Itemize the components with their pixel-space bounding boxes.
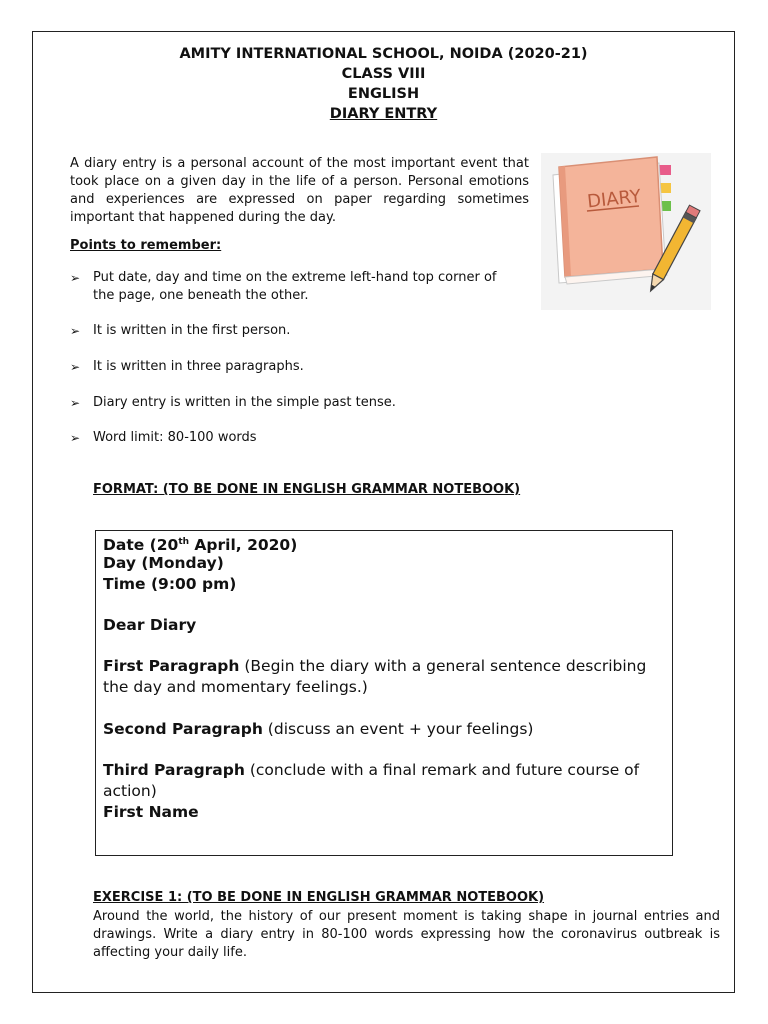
format-second-paragraph <box>103 719 663 740</box>
date-prefix: Date (20 <box>103 536 179 555</box>
points-title: Points to remember: <box>70 238 222 253</box>
bullet-text: Diary entry is written in the simple past tense. <box>93 395 396 410</box>
bullet-arrow-icon: ➢ <box>70 324 81 338</box>
bullet-arrow-icon: ➢ <box>70 396 81 410</box>
p1-text: (Begin the diary with a general sentence describing the day and momentary feelings.) <box>103 657 647 696</box>
time-label: Time (9:00 pm) <box>103 575 237 593</box>
bullet-text: Put date, day and time on the extreme left-hand top corner of the page, one beneath the other. <box>93 270 497 303</box>
diary-book-icon <box>541 153 711 310</box>
diary-illustration <box>541 153 711 310</box>
bullet-item <box>70 394 520 412</box>
exercise-title: EXERCISE 1: (TO BE DONE IN ENGLISH GRAMMAR NOTEBOOK) <box>93 890 545 905</box>
signoff-label: First Name <box>103 803 199 821</box>
bullet-text: It is written in three paragraphs. <box>93 359 304 374</box>
p1-label: First Paragraph <box>103 657 240 675</box>
format-third-paragraph <box>103 760 663 802</box>
p3-label: Third Paragraph <box>103 761 245 779</box>
bullet-arrow-icon: ➢ <box>70 431 81 445</box>
format-title: FORMAT: (TO BE DONE IN ENGLISH GRAMMAR NOTEBOOK) <box>93 482 521 497</box>
bullet-item <box>70 269 520 305</box>
document-header <box>32 44 735 124</box>
topic-title: DIARY ENTRY <box>329 106 438 122</box>
salutation-label: Dear Diary <box>103 616 197 634</box>
format-signoff <box>103 802 663 823</box>
day-label: Day (Monday) <box>103 554 224 572</box>
date-suffix: April, 2020) <box>189 536 298 555</box>
bullet-item <box>70 322 520 340</box>
format-day <box>103 553 663 574</box>
bullet-text: Word limit: 80-100 words <box>93 430 257 445</box>
diary-cover-text: DIARY <box>586 185 642 213</box>
format-time <box>103 574 663 595</box>
format-first-paragraph <box>103 656 663 698</box>
bullet-item <box>70 358 520 376</box>
format-salutation <box>103 615 663 636</box>
p2-text: (discuss an event + your feelings) <box>262 720 534 738</box>
class-label: CLASS VIII <box>341 66 426 82</box>
bullet-arrow-icon: ➢ <box>70 271 81 285</box>
bullet-item <box>70 429 520 447</box>
p2-label: Second Paragraph <box>103 720 263 738</box>
bullet-text: It is written in the first person. <box>93 323 291 338</box>
bullet-arrow-icon: ➢ <box>70 360 81 374</box>
p3-text: (conclude with a final remark and future course of action) <box>103 761 640 800</box>
intro-paragraph: A diary entry is a personal account of the most important event that took place on a given day in the life of a person. Personal emotions and experiences are expressed on paper regarding sometimes important that happened during the day. <box>70 156 529 225</box>
school-name: AMITY INTERNATIONAL SCHOOL, NOIDA (2020-21) <box>179 46 588 62</box>
exercise-text: Around the world, the history of our present moment is taking shape in journal entries and drawings. Write a diary entry in 80-100 words expressing how the coronavirus outbreak is affecting your daily life. <box>93 909 720 960</box>
subject-label: ENGLISH <box>347 86 420 102</box>
date-sup: th <box>178 537 190 547</box>
